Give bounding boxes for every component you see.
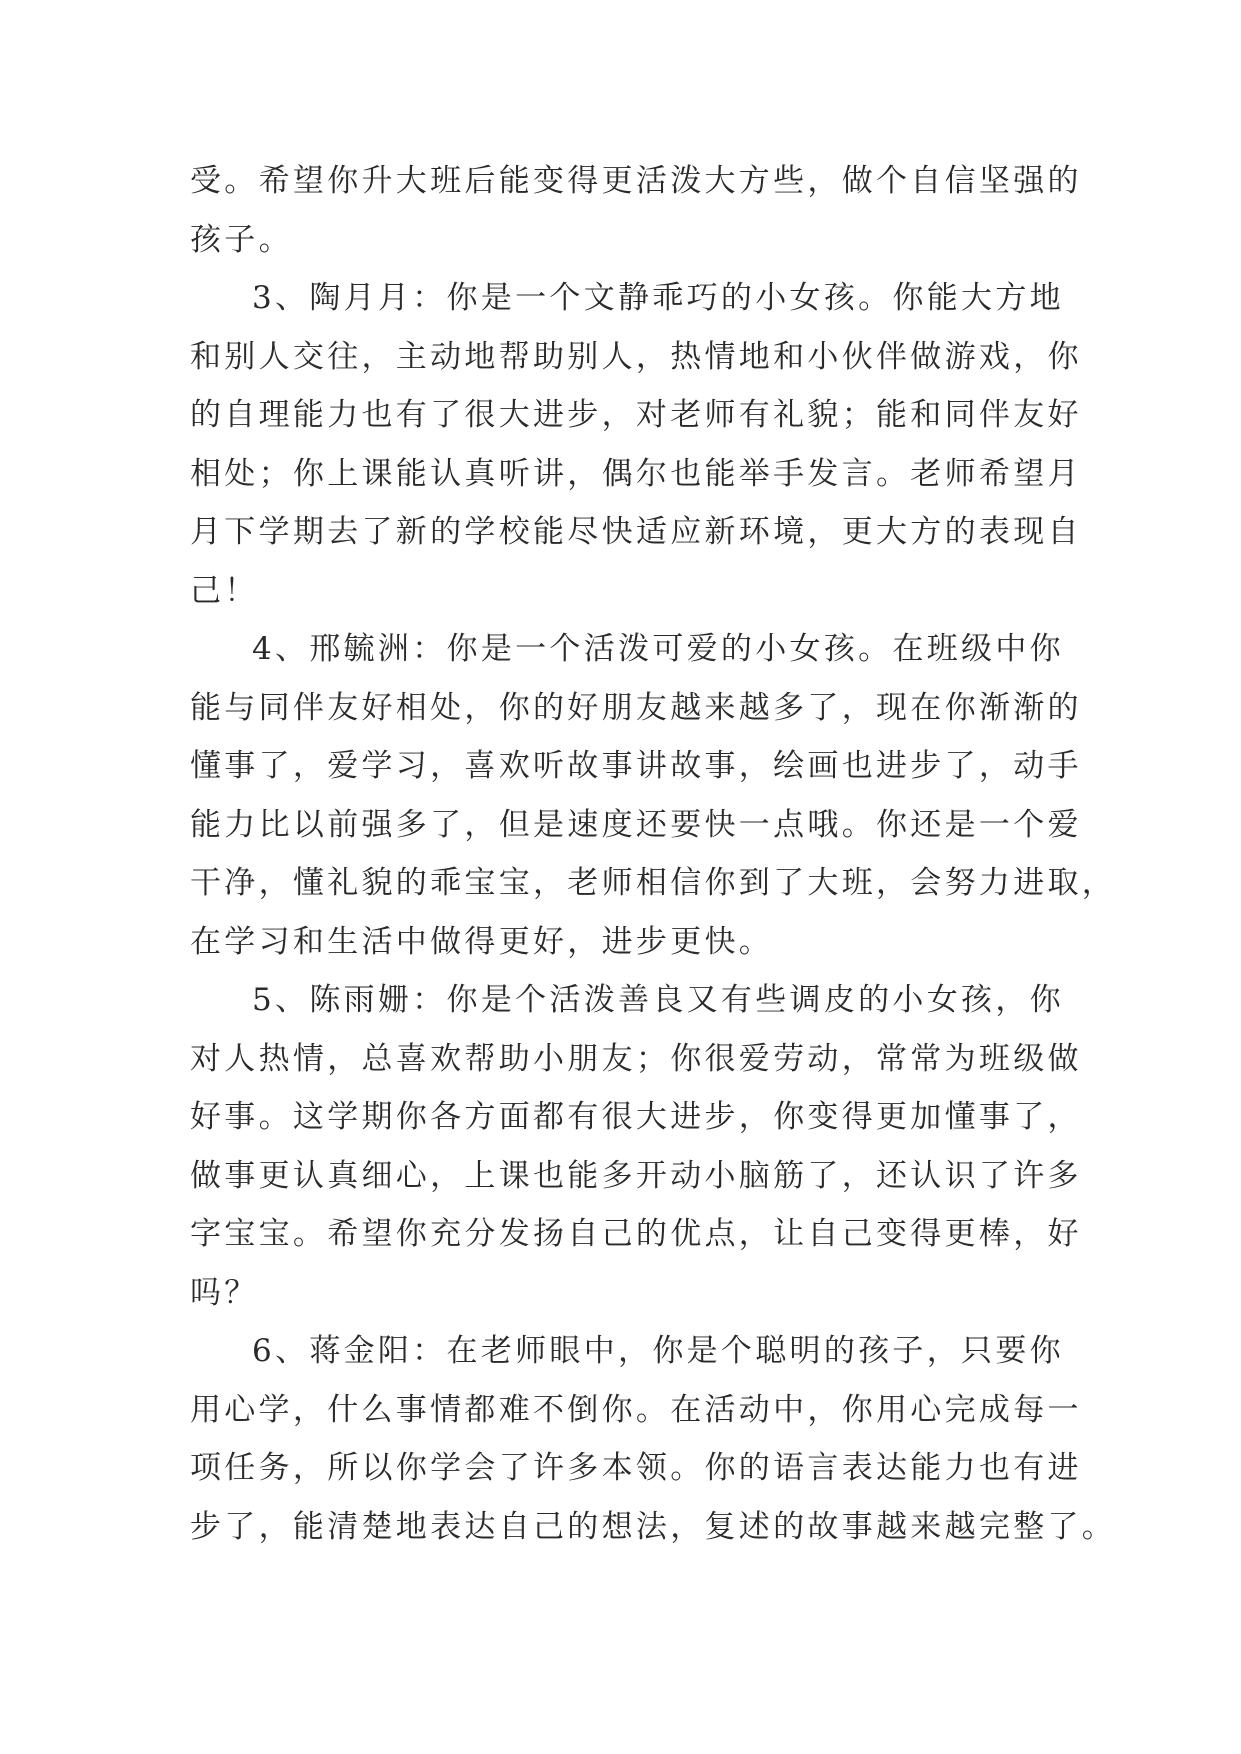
text-line: 能力比以前强多了，但是速度还要快一点哦。你还是一个爱 bbox=[190, 806, 1082, 843]
text-line: 3、陶月月：你是一个文静乖巧的小女孩。你能大方地 bbox=[252, 280, 1064, 316]
text-line: 和别人交往，主动地帮助别人，热情地和小伙伴做游戏，你 bbox=[190, 338, 1082, 375]
text-line: 5、陈雨姗：你是个活泼善良又有些调皮的小女孩，你 bbox=[252, 982, 1064, 1018]
text-line: 孩子。 bbox=[190, 221, 293, 258]
text-line: 对人热情，总喜欢帮助小朋友；你很爱劳动，常常为班级做 bbox=[190, 1040, 1082, 1077]
text-line: 项任务，所以你学会了许多本领。你的语言表达能力也有进 bbox=[190, 1450, 1082, 1486]
text-line: 吗？ bbox=[190, 1274, 259, 1311]
paragraph-item-3 bbox=[190, 269, 1082, 620]
paragraph-item-4 bbox=[190, 620, 1117, 971]
text-line: 步了，能清楚地表达自己的想法，复述的故事越来越完整了。 bbox=[190, 1508, 1117, 1545]
text-line: 干净，懂礼貌的乖宝宝，老师相信你到了大班，会努力进取， bbox=[190, 865, 1117, 901]
text-line: 的自理能力也有了很大进步，对老师有礼貌；能和同伴友好 bbox=[190, 397, 1082, 433]
text-line: 己！ bbox=[190, 572, 259, 609]
text-line: 受。希望你升大班后能变得更活泼大方些，做个自信坚强的 bbox=[190, 163, 1082, 199]
text-line: 懂事了，爱学习，喜欢听故事讲故事，绘画也进步了，动手 bbox=[190, 748, 1082, 784]
paragraph-continuation bbox=[190, 152, 1082, 269]
text-line: 做事更认真细心，上课也能多开动小脑筋了，还认识了许多 bbox=[190, 1157, 1082, 1194]
paragraph-item-5 bbox=[190, 971, 1082, 1322]
text-line: 能与同伴友好相处，你的好朋友越来越多了，现在你渐渐的 bbox=[190, 689, 1082, 726]
text-line: 字宝宝。希望你充分发扬自己的优点，让自己变得更棒，好 bbox=[190, 1216, 1082, 1252]
text-line: 月下学期去了新的学校能尽快适应新环境，更大方的表现自 bbox=[190, 514, 1082, 550]
document-body bbox=[190, 152, 1117, 1556]
text-line: 4、邢毓洲：你是一个活泼可爱的小女孩。在班级中你 bbox=[252, 631, 1064, 667]
text-line: 好事。这学期你各方面都有很大进步，你变得更加懂事了， bbox=[190, 1099, 1082, 1135]
text-line: 相处；你上课能认真听讲，偶尔也能举手发言。老师希望月 bbox=[190, 455, 1082, 492]
paragraph-item-6 bbox=[190, 1322, 1117, 1556]
text-line: 用心学，什么事情都难不倒你。在活动中，你用心完成每一 bbox=[190, 1391, 1082, 1428]
text-line: 6、蒋金阳：在老师眼中，你是个聪明的孩子，只要你 bbox=[252, 1333, 1064, 1369]
text-line: 在学习和生活中做得更好，进步更快。 bbox=[190, 923, 774, 960]
